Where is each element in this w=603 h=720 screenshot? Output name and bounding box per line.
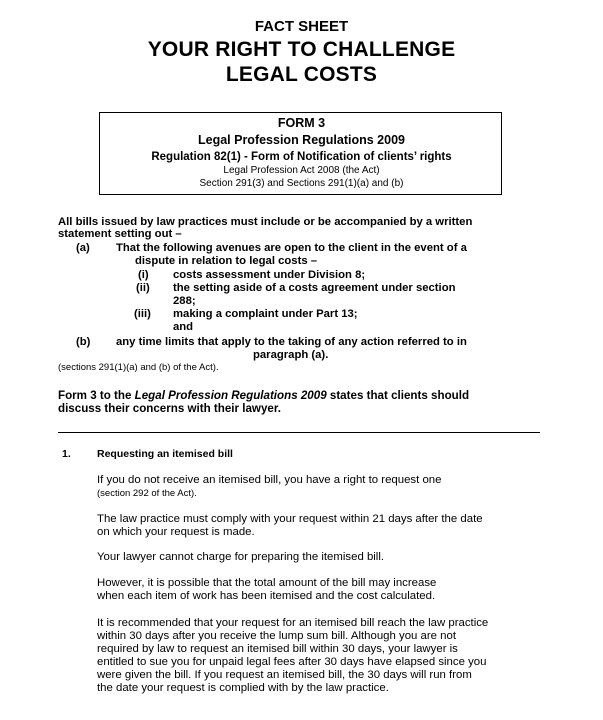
regulation-heading: Regulation 82(1) - Form of Notification of clients’ rights bbox=[151, 151, 452, 163]
form3-note-prefix: Form 3 to the bbox=[58, 389, 135, 402]
p2-line-1: The law practice must comply with your request within 21 days after the date bbox=[97, 513, 483, 525]
item-b-line-2: paragraph (a). bbox=[253, 349, 329, 361]
item-b-marker: (b) bbox=[76, 336, 91, 348]
page-title-line2: LEGAL COSTS bbox=[225, 63, 378, 86]
regulations-title: Legal Profession Regulations 2009 bbox=[197, 133, 405, 147]
regulations-italic: Legal Profession Regulations 2009 bbox=[134, 389, 327, 402]
form3-note-line-1 bbox=[58, 389, 469, 402]
and-connector: and bbox=[173, 321, 194, 333]
section-1-number: 1. bbox=[62, 448, 71, 460]
sections-reference: Section 291(3) and Sections 291(1)(a) and (b) bbox=[199, 178, 404, 189]
p1-line-1: If you do not receive an itemised bill, you have a right to request one bbox=[97, 474, 442, 486]
section-divider bbox=[58, 432, 540, 433]
item-a-line-1: That the following avenues are open to the client in the event of a bbox=[116, 242, 467, 254]
p5-line-2: within 30 days after you receive the lump sum bill. Although you are not bbox=[97, 630, 457, 642]
form3-note-line-2: discuss their concerns with their lawyer. bbox=[58, 402, 281, 415]
p2-line-2: on which your request is made. bbox=[97, 526, 255, 538]
item-ii-line-1: the setting aside of a costs agreement under section bbox=[173, 282, 456, 294]
sections-citation: (sections 291(1)(a) and (b) of the Act). bbox=[58, 362, 219, 373]
item-i-text: costs assessment under Division 8; bbox=[173, 269, 366, 281]
form3-note-suffix: states that clients should bbox=[326, 389, 470, 402]
item-a-line-2: dispute in relation to legal costs – bbox=[135, 255, 318, 267]
item-ii-line-2: 288; bbox=[173, 295, 196, 307]
p5-line-3: required by law to request an itemised bill within 30 days, your lawyer is bbox=[97, 643, 458, 655]
section-1-heading: Requesting an itemised bill bbox=[97, 448, 233, 460]
p5-line-4: entitled to sue you for unpaid legal fees after 30 days have elapsed since you bbox=[97, 656, 487, 668]
p4-line-2: when each item of work has been itemised and the cost calculated. bbox=[97, 590, 436, 602]
item-iii-text: making a complaint under Part 13; bbox=[173, 308, 358, 320]
p4-line-1: However, it is possible that the total amount of the bill may increase bbox=[97, 577, 437, 589]
fact-sheet-label: FACT SHEET bbox=[254, 18, 349, 35]
item-b-line-1: any time limits that apply to the taking of any action referred to in bbox=[116, 336, 467, 348]
item-iii-marker: (iii) bbox=[134, 308, 151, 320]
intro-line-2: statement setting out – bbox=[58, 228, 182, 240]
page-title-line1: YOUR RIGHT TO CHALLENGE bbox=[147, 38, 456, 61]
form-number: FORM 3 bbox=[277, 116, 326, 130]
p1-line-2: (section 292 of the Act). bbox=[97, 488, 197, 499]
act-reference: Legal Profession Act 2008 (the Act) bbox=[223, 165, 380, 176]
item-i-marker: (i) bbox=[138, 269, 149, 281]
intro-line-1: All bills issued by law practices must include or be accompanied by a written bbox=[58, 216, 473, 228]
p5-line-5: were given the bill. If you request an itemised bill, the 30 days will run from bbox=[97, 669, 472, 681]
item-ii-marker: (ii) bbox=[136, 282, 150, 294]
item-a-marker: (a) bbox=[76, 242, 90, 254]
p5-line-6: the date your request is complied with by the law practice. bbox=[97, 682, 389, 694]
p5-line-1: It is recommended that your request for an itemised bill reach the law practice bbox=[97, 617, 489, 629]
p3-text: Your lawyer cannot charge for preparing the itemised bill. bbox=[97, 551, 385, 563]
